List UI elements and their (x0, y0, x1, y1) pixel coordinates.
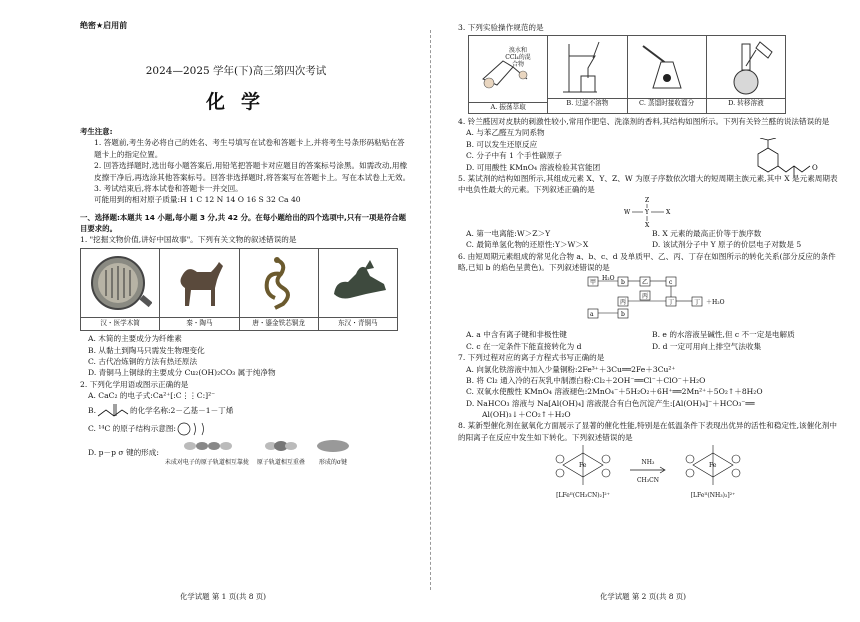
note-item: 2. 回答选择题时,选出每小题答案后,用铅笔把答题卡对应题目的答案标号涂黑。如需改动,用橡皮擦干净后,再选涂其他答案标号。回答非选择题时,将答案写在答题卡上。写在本试卷上无效。 (94, 161, 411, 182)
svg-text:Z: Z (645, 196, 650, 204)
q8-right-complex (678, 443, 748, 499)
page-2-footer: 化学试题 第 2 页(共 8 页) (600, 591, 687, 601)
experiment-distillation (628, 36, 707, 113)
q7-option-b: B. 将 Cl₂ 通入冷的石灰乳中制漂白粉:Cl₂＋2OH⁻══Cl⁻＋ClO⁻＋H₂O (466, 375, 706, 385)
sigma-stage-label: 原子轨道相互重叠 (256, 458, 305, 466)
q8-arrow-bottom: CH₃CN (636, 476, 660, 484)
question-6 (458, 251, 838, 353)
experiment-extraction (469, 36, 548, 113)
q7-option-d: D. NaHCO₃ 溶液与 Na[Al(OH)₄] 溶液混合有白色沉淀产生:[Al(OH)₄]⁻＋HCO₃⁻══ (466, 398, 755, 408)
svg-text:c: c (669, 279, 673, 287)
conversion-diagram-icon (548, 273, 748, 329)
distillation-image (628, 36, 706, 98)
filtration-image (548, 36, 626, 98)
q7-option-d-cont: Al(OH)₃↓＋CO₂↑＋H₂O (482, 410, 571, 420)
svg-text:H₂O: H₂O (602, 275, 615, 283)
svg-text:＋H₂O: ＋H₂O (706, 299, 725, 307)
q1-option-c: C. 古代冶炼铜的方法有热还原法 (88, 356, 198, 366)
artifact-gilt-dragon (240, 249, 319, 330)
svg-text:丁: 丁 (668, 299, 675, 307)
q5-option-b: B. X 元素的最高正价等于族序数 (652, 228, 762, 238)
question-8 (458, 420, 838, 499)
q8-left-complex (548, 443, 618, 499)
sigma-stage-label: 形成的σ键 (318, 458, 347, 466)
p-orbital-pair-icon (182, 438, 232, 454)
q8-transformation (458, 443, 838, 499)
q4-option-a: A. 与苯乙醛互为同系物 (466, 128, 545, 138)
q5-stem: 5. 某试剂的结构如图所示,其组成元素 X、Y、Z、W 为原子序数依次增大的短周期主族元素,其中 X 是元素周期表中电负性最大的元素。下列叙述正确的是 (458, 174, 838, 195)
experiment-caption: D. 转移溶液 (707, 98, 785, 109)
question-3 (458, 22, 838, 114)
q6-option-a: A. a 中含有离子键和非极性键 (466, 330, 567, 340)
q2-option-d (80, 438, 412, 468)
gilt-dragon-image (243, 252, 315, 314)
skeletal-formula-icon (96, 402, 130, 420)
q1-stem: 1. "挖掘文物价值,讲好中国故事"。下列有关文物的叙述错误的是 (80, 234, 297, 244)
experiment-caption: C. 蒸馏时接收馏分 (628, 98, 706, 109)
q1-option-b: B. 从黏土到陶马只需发生物理变化 (88, 345, 205, 355)
page-1-footer: 化学试题 第 1 页(共 8 页) (180, 591, 267, 601)
artifact-caption: 唐・鎏金铁芯铜龙 (240, 317, 318, 330)
svg-text:X: X (645, 221, 650, 228)
question-1 (80, 234, 412, 379)
artifact-caption: 汉・医学木简 (81, 317, 159, 330)
q6-diagram (458, 273, 838, 329)
subject-title: 化学 (205, 90, 276, 113)
exam-notes (80, 126, 412, 205)
q3-stem: 3. 下列实验操作规范的是 (458, 23, 544, 32)
q6-option-d: D. d 一定可用向上排空气法收集 (652, 341, 762, 351)
wooden-slips-image (84, 252, 156, 314)
q8-left-label: [LFeᴵᴵ(CH₃CN)₂]²⁺ (556, 491, 610, 499)
q6-option-c: C. c 在一定条件下能直接转化为 d (466, 341, 582, 351)
q2-option-d-text: D. p－p σ 键的形成: (88, 447, 159, 457)
svg-text:W: W (624, 208, 631, 216)
q2-option-b (80, 402, 412, 420)
sigma-bond-diagram (165, 438, 353, 466)
svg-text:b: b (621, 279, 625, 287)
svg-text:X: X (666, 208, 671, 216)
q4-option-b: B. 可以发生还原反应 (466, 139, 538, 149)
q5-options-row-1 (458, 228, 838, 239)
q2-option-c-text: C. ¹⁴C 的原子结构示意图: (88, 423, 176, 433)
q3-experiments (468, 35, 786, 114)
svg-text:Y: Y (645, 208, 649, 216)
question-5 (458, 173, 838, 251)
q7-option-c: C. 双氧水使酸性 KMnO₄ 溶液褪色:2MnO₄⁻＋5H₂O₂＋6H⁺══2Mn²⁺＋5O₂↑＋8H₂O (466, 387, 763, 397)
pottery-horse-image (163, 252, 235, 314)
q6-stem: 6. 由短周期元素组成的常见化合物 a、b、c、d 及单质甲、乙、丙、丁存在如图所示的转化关系(部分反应的条件略,已知 b 的焰色呈黄色)。下列叙述错误的是 (458, 251, 836, 272)
q3-label-mixture: 溴水和CCl₄的混合物 (505, 47, 531, 68)
svg-text:a: a (590, 311, 594, 319)
q4-option-d: D. 可用酸性 KMnO₄ 溶液检验其官能团 (466, 162, 601, 172)
q8-right-label: [LFeᴵᴵ(NH₃)₂]²⁺ (690, 491, 736, 499)
q2-option-b-letter: B. (88, 405, 96, 415)
experiment-filtration (548, 36, 627, 113)
q7-stem: 7. 下列过程对应的离子方程式书写正确的是 (458, 353, 605, 363)
artifact-wooden-slips (81, 249, 160, 330)
q5-option-d: D. 该试剂分子中 Y 原子的价层电子对数是 5 (652, 240, 802, 250)
iron-complex-icon (548, 443, 618, 487)
experiment-caption: B. 过滤不溶物 (548, 98, 626, 109)
svg-text:Fe: Fe (709, 462, 717, 470)
svg-text:乙: 乙 (642, 279, 649, 287)
q4-stem: 4. 铃兰醛因对皮肤的刺激性较小,常用作肥皂、洗涤剂的香料,其结构如图所示。下列有关铃兰醛的说法错误的是 (458, 117, 830, 127)
equilibrium-arrow-icon (628, 466, 668, 474)
lilial-structure-icon (738, 138, 828, 180)
svg-text:丁: 丁 (694, 299, 701, 307)
exam-title: 2024—2025 学年(下)高三第四次考试 (145, 65, 327, 77)
iron-ammine-complex-icon (678, 443, 748, 487)
q5-option-c: C. 最简单氢化物的还原性:Y＞W＞X (466, 240, 589, 250)
q2-option-b-text: 的化学名称:2－乙基－1－丁烯 (130, 405, 234, 415)
page-2 (430, 0, 860, 622)
svg-text:甲: 甲 (590, 279, 597, 287)
volumetric-flask-image (707, 36, 785, 98)
q6-options-row-2 (458, 341, 838, 352)
q5-options-row-2 (458, 239, 838, 250)
svg-text:b: b (621, 311, 625, 319)
svg-text:丙: 丙 (620, 299, 627, 307)
q5-structure (458, 196, 838, 228)
q2-option-a: A. CaC₂ 的电子式:Ca²⁺[:C⋮⋮C:]²⁻ (88, 391, 216, 401)
question-4 (458, 116, 838, 173)
note-item: 3. 考试结束后,将本试卷和答题卡一并交回。 (94, 183, 243, 193)
experiment-caption: A. 振荡萃取 (469, 102, 547, 113)
section-heading: 一、选择题:本题共 14 小题,每小题 3 分,共 42 分。在每小题给出的四个选项中,只有一项是符合题目要求的。 (80, 212, 406, 233)
overlap-orbital-icon (261, 438, 301, 454)
q8-arrow-top: NH₃ (641, 459, 655, 467)
question-7 (458, 352, 838, 420)
svg-text:丙: 丙 (642, 293, 649, 301)
reagent-structure-icon (618, 196, 678, 228)
sigma-stage-3 (313, 438, 353, 466)
sigma-bond-icon (313, 438, 353, 454)
q1-option-d: D. 青铜马上铜绿的主要成分 Cu₂(OH)₂CO₃ 属于纯净物 (88, 368, 276, 378)
experiment-transfer (707, 36, 785, 113)
artifact-caption: 秦・陶马 (160, 317, 238, 330)
sigma-stage-label: 未成对电子的原子轨道相互靠拢 (164, 458, 249, 466)
q1-option-a: A. 木简的主要成分为纤维素 (88, 334, 182, 344)
notes-heading: 考生注意: (80, 127, 113, 137)
svg-text:O: O (812, 164, 818, 173)
q2-option-c (80, 420, 412, 438)
q7-option-a: A. 向氯化铁溶液中加入少量铜粉:2Fe³⁺＋3Cu══2Fe＋3Cu²⁺ (466, 364, 676, 374)
atomic-mass: 可能用到的相对原子质量:H 1 C 12 N 14 O 16 S 32 Ca 40 (94, 195, 301, 205)
sigma-stage-2 (257, 438, 305, 466)
atom-structure-icon (176, 421, 216, 437)
confidential-mark: 绝密★启用前 (80, 21, 128, 30)
artifact-caption: 东汉・青铜马 (319, 317, 397, 330)
q1-artifacts (80, 248, 398, 331)
q4-option-c: C. 分子中有 1 个手性碳原子 (466, 151, 562, 161)
bronze-horse-image (322, 252, 394, 314)
q6-options-row-1 (458, 329, 838, 340)
svg-text:Fe: Fe (579, 462, 587, 470)
q5-option-a: A. 第一电离能:W＞Z＞Y (466, 228, 551, 238)
artifact-bronze-horse (319, 249, 397, 330)
q6-option-b: B. e 的水溶液呈碱性,但 c 不一定是电解质 (652, 330, 795, 340)
sigma-stage-1 (165, 438, 249, 466)
q8-stem: 8. 某新型催化剂在氨氧化方面展示了显著的催化性能,特别是在低温条件下表现出优异的活性和稳定性,该催化剂中的阳离子在反应中发生如下转化。下列叙述错误的是 (458, 421, 837, 442)
artifact-pottery-horse (160, 249, 239, 330)
q2-stem: 2. 下列化学用语或图示正确的是 (80, 379, 189, 389)
separatory-funnel-image (469, 36, 547, 98)
q8-arrow (628, 459, 668, 484)
question-2 (80, 379, 412, 468)
note-item: 1. 答题前,考生务必将自己的姓名、考生号填写在试卷和答题卡上,并将考生号条形码粘贴在答题卡上的指定位置。 (94, 138, 405, 159)
